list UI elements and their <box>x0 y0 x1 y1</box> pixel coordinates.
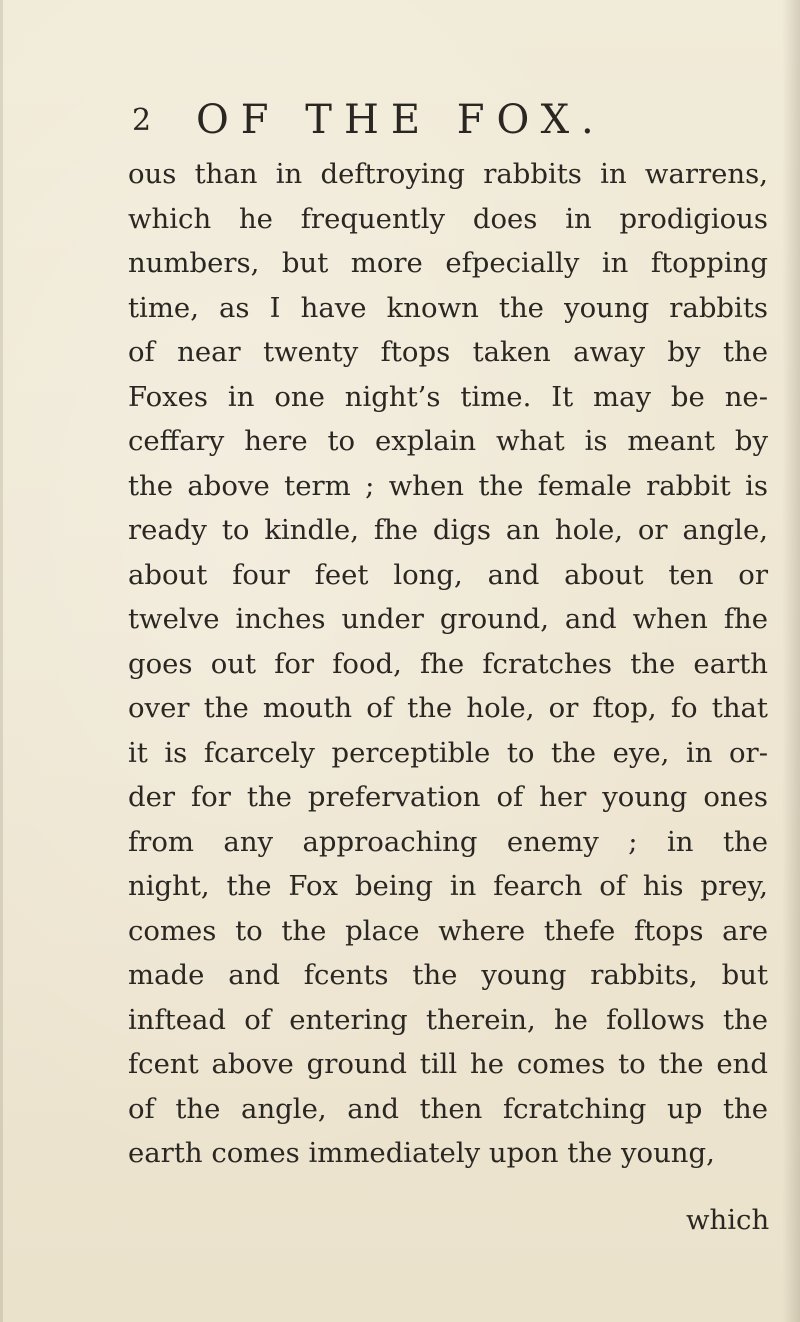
text-line: night, the Fox being in fearch of his prey, <box>128 870 768 902</box>
text-line: time, as I have known the young rabbits <box>128 291 768 324</box>
text-line: comes to the place where thefe ftops are <box>128 914 768 947</box>
page-header <box>0 97 800 147</box>
text-line: the above term ; when the female rabbit is <box>128 469 768 502</box>
body-text <box>128 152 768 1176</box>
text-line: of the angle, and then fcratching up the <box>128 1092 768 1125</box>
catchword: which <box>686 1204 770 1236</box>
text-line: ready to kindle, fhe digs an hole, or angle, <box>128 514 768 546</box>
text-line: der for the prefervation of her young ones <box>128 781 768 813</box>
text-line: which he frequently does in prodigious <box>128 202 768 235</box>
text-line: ous than in deftroying rabbits in warrens, <box>128 158 768 190</box>
text-line: numbers, but more efpecially in ftopping <box>128 247 768 279</box>
text-line: it is fcarcely perceptible to the eye, in or- <box>128 736 768 769</box>
page-number: 2 <box>132 103 152 138</box>
running-title: OF THE FOX. <box>196 97 606 143</box>
page-gutter-shadow <box>0 0 3 1322</box>
text-line: made and fcents the young rabbits, but <box>128 959 768 991</box>
text-line: Foxes in one night’s time. It may be ne- <box>128 380 768 413</box>
text-line: inftead of entering therein, he follows the <box>128 1003 768 1036</box>
text-line: goes out for food, fhe fcratches the earth <box>128 647 768 680</box>
text-line: of near twenty ftops taken away by the <box>128 336 768 368</box>
text-line: about four feet long, and about ten or <box>128 558 768 591</box>
text-line: earth comes immediately upon the young, <box>128 1137 715 1169</box>
text-line: fcent above ground till he comes to the end <box>128 1048 768 1080</box>
page-edge-shadow <box>782 0 800 1322</box>
text-line: over the mouth of the hole, or ftop, fo that <box>128 692 768 724</box>
text-line: ceffary here to explain what is meant by <box>128 425 768 457</box>
text-line: from any approaching enemy ; in the <box>128 825 768 858</box>
text-line: twelve inches under ground, and when fhe <box>128 603 768 635</box>
